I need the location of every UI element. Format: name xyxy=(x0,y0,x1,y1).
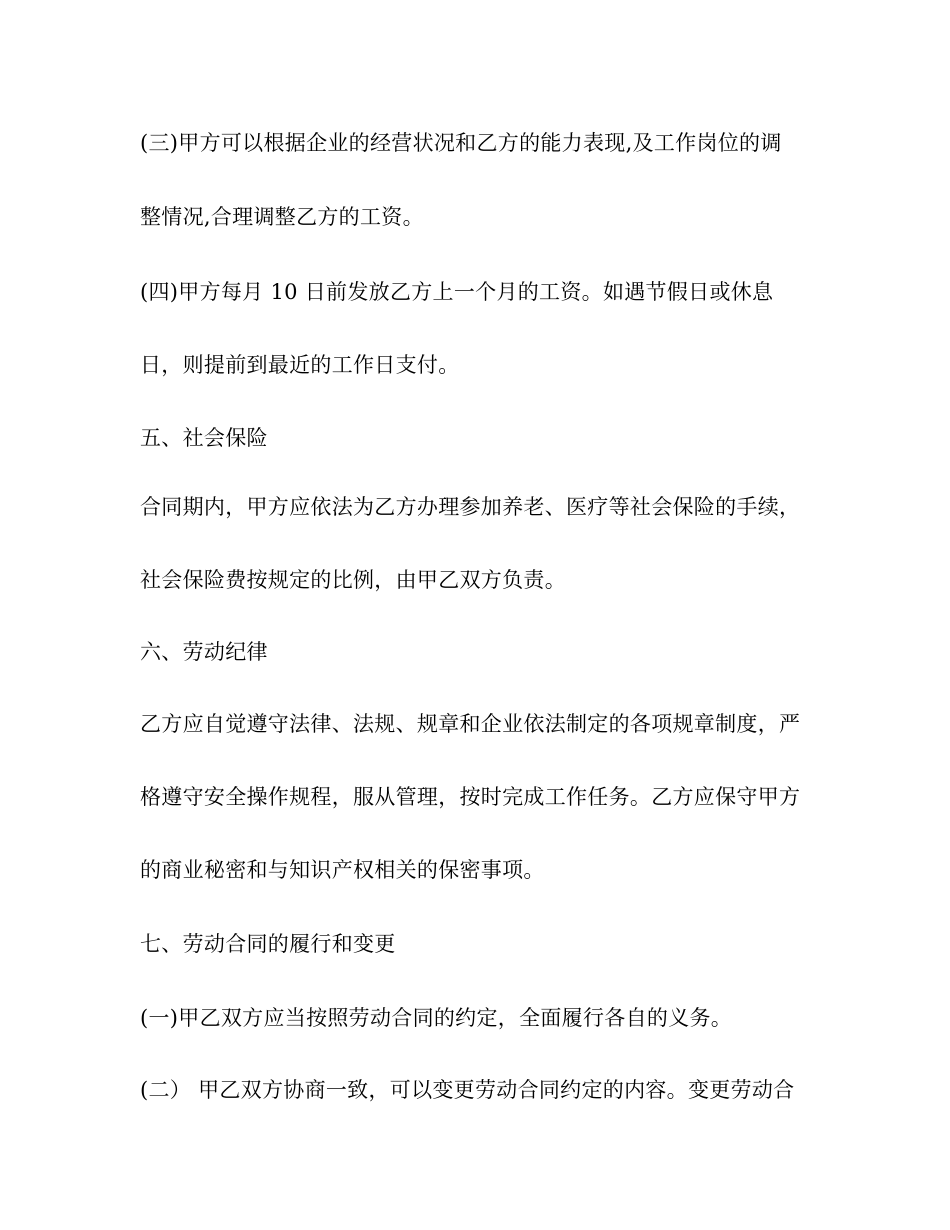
labor-discipline-line-3: 的商业秘密和与知识产权相关的保密事项。 xyxy=(140,858,545,882)
clause-1-line: (一)甲乙双方应当按照劳动合同的约定，全面履行各自的义务。 xyxy=(140,1006,733,1030)
clause-2-line: (二） 甲乙双方协商一致，可以变更劳动合同约定的内容。变更劳动合 xyxy=(140,1078,795,1102)
section-heading-social-insurance: 五、社会保险 xyxy=(140,426,268,450)
labor-discipline-line-1: 乙方应自觉遵守法律、法规、规章和企业依法制定的各项规章制度，严 xyxy=(140,712,801,736)
labor-discipline-line-2: 格遵守安全操作规程，服从管理，按时完成工作任务。乙方应保守甲方 xyxy=(140,785,801,809)
social-insurance-line-2: 社会保险费按规定的比例，由甲乙双方负责。 xyxy=(140,568,566,592)
section-heading-labor-discipline: 六、劳动纪律 xyxy=(140,640,268,664)
clause-4-line-1: (四)甲方每月 10 日前发放乙方上一个月的工资。如遇节假日或休息 xyxy=(140,280,774,304)
section-heading-contract-performance: 七、劳动合同的履行和变更 xyxy=(140,932,396,956)
clause-3-line-1: (三)甲方可以根据企业的经营状况和乙方的能力表现,及工作岗位的调 xyxy=(140,131,782,155)
clause-3-line-2: 整情况,合理调整乙方的工资。 xyxy=(140,205,424,229)
social-insurance-line-1: 合同期内，甲方应依法为乙方办理参加养老、医疗等社会保险的手续， xyxy=(140,495,801,519)
clause-4-line-2: 日，则提前到最近的工作日支付。 xyxy=(140,353,460,377)
